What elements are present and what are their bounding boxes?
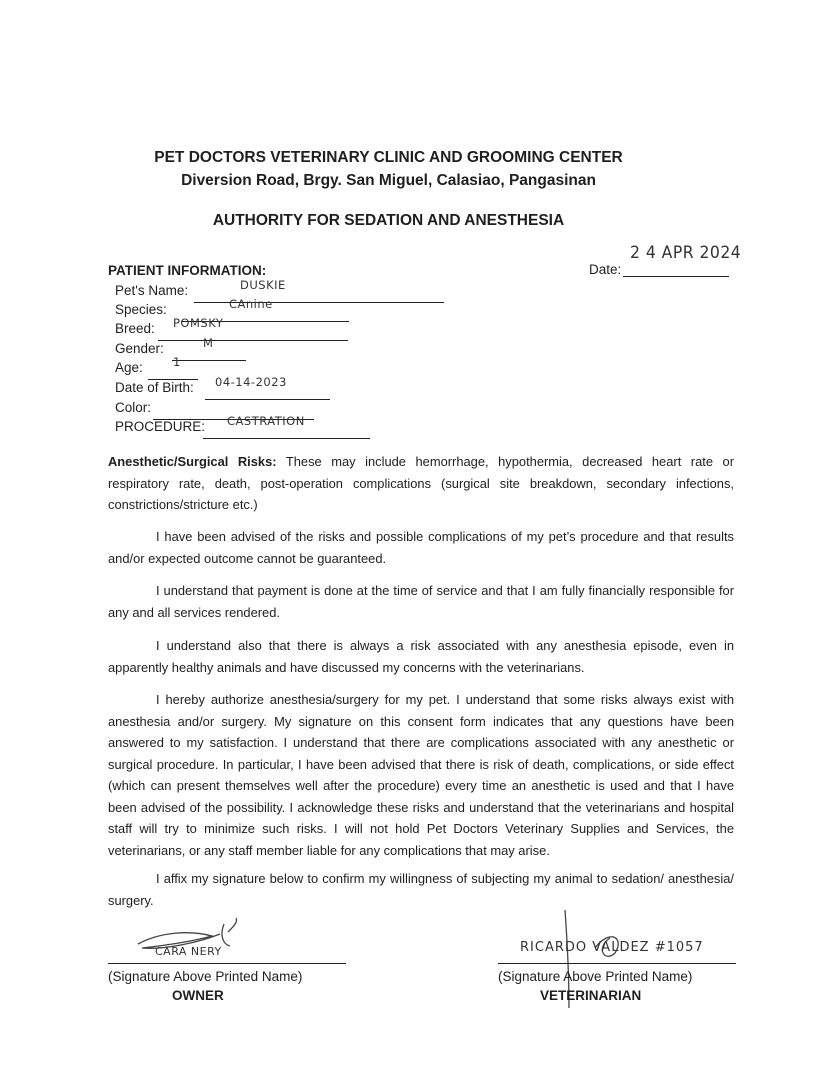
owner-printed-name: CARA NERY xyxy=(155,945,222,958)
owner-signature-caption: (Signature Above Printed Name) xyxy=(108,969,303,984)
field-value: 04-14-2023 xyxy=(215,375,287,389)
veterinarian-signature-line xyxy=(498,963,736,964)
date-underline xyxy=(623,276,729,277)
patient-info-heading: PATIENT INFORMATION: xyxy=(108,263,267,278)
field-label: Color: xyxy=(115,400,152,415)
field-value: POMSKY xyxy=(173,316,224,330)
consent-paragraph: I have been advised of the risks and possible complications of my pet’s procedure and that results and/or expected outcome cannot be guaranteed. xyxy=(108,529,734,566)
field-label: Gender: xyxy=(115,341,164,356)
risks-label: Anesthetic/Surgical Risks: xyxy=(108,454,277,469)
field-label: Breed: xyxy=(115,321,155,336)
field-label: PROCEDURE: xyxy=(115,419,206,434)
veterinarian-role-label: VETERINARIAN xyxy=(540,988,642,1003)
clinic-name: PET DOCTORS VETERINARY CLINIC AND GROOMING CENTER xyxy=(154,149,623,166)
field-label: Species: xyxy=(115,302,167,317)
date-label: Date: xyxy=(589,262,622,277)
risks-text: These may include hemorrhage, hypothermia, decreased heart rate or respiratory rate, death, post-operation complications (surgical site breakdown, secondary infections, constrictions/stricture etc.) xyxy=(108,454,735,512)
field-label: Pet's Name: xyxy=(115,283,189,298)
field-label: Date of Birth: xyxy=(115,380,194,395)
consent-paragraph: I hereby authorize anesthesia/surgery for my pet. I understand that some risks always exist with anesthesia and/or surgery. My signature on this consent form indicates that any questions have been answered to my satisfaction. I understand that there are complications associated with any anesthetic or surgical procedure. In particular, I have been advised that there is risk of death, complications, or side effect (which can present themselves well after the procedure) every time an anesthetic is used and that I have been advised of the possibility. I acknowledge these risks and understand that the veterinarians and hospital staff will try to minimize such risks. I will not hold Pet Doctors Veterinary Supplies and Services, the veterinarians, or any staff member liable for any complications that may arise. xyxy=(108,692,734,858)
owner-signature-line xyxy=(108,963,346,964)
field-underline xyxy=(205,399,330,400)
field-value: CASTRATION xyxy=(227,414,305,428)
field-underline xyxy=(158,340,348,341)
risks-paragraph xyxy=(108,451,734,516)
field-underline xyxy=(172,360,246,361)
consent-paragraph: I understand also that there is always a risk associated with any anesthesia episode, even in apparently healthy animals and have discussed my concerns with the veterinarians. xyxy=(108,638,734,675)
clinic-address: Diversion Road, Brgy. San Miguel, Calasiao, Pangasinan xyxy=(181,172,596,189)
consent-paragraph: I affix my signature below to confirm my willingness of subjecting my animal to sedation/ anesthesia/ surgery. xyxy=(108,871,734,908)
form-title: AUTHORITY FOR SEDATION AND ANESTHESIA xyxy=(212,212,565,229)
field-value: M xyxy=(203,336,214,350)
owner-role-label: OWNER xyxy=(172,988,224,1003)
field-underline xyxy=(203,438,370,439)
field-label: Age: xyxy=(115,360,143,375)
consent-paragraph: I understand that payment is done at the time of service and that I am fully financially responsible for any and all services rendered. xyxy=(108,583,734,620)
date-stamp-value: 2 4 APR 2024 xyxy=(630,243,742,263)
field-value: CAnine xyxy=(229,297,273,311)
veterinarian-printed-name: RICARDO VALDEZ #1057 xyxy=(520,940,704,955)
field-value: 1 xyxy=(173,355,181,369)
field-value: DUSKIE xyxy=(240,278,286,292)
veterinarian-signature-caption: (Signature Above Printed Name) xyxy=(498,969,693,984)
